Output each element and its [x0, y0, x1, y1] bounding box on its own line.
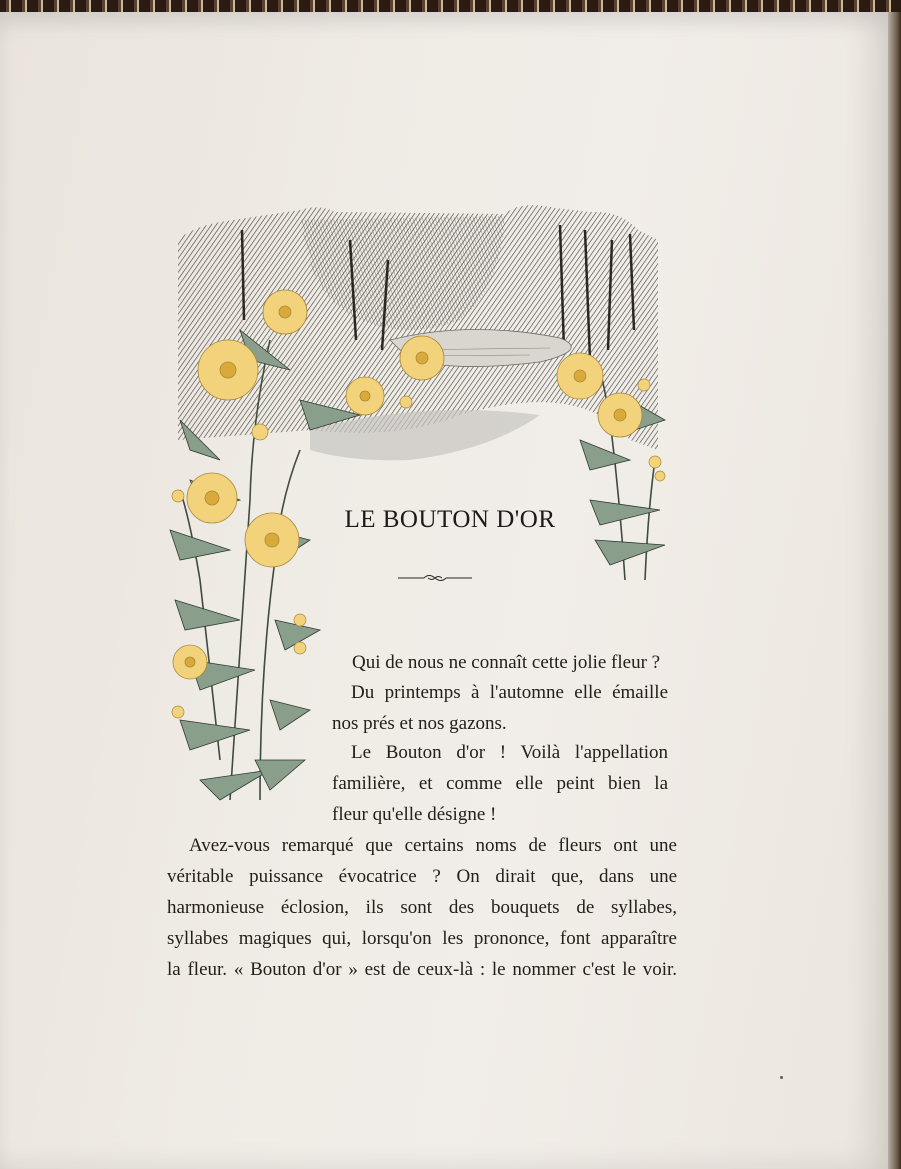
paragraph-line: véritable puissance évocatrice ? On dirait que, dans une	[167, 866, 677, 887]
chapter-title: LE BOUTON D'OR	[344, 506, 556, 533]
paragraph-line: Qui de nous ne connaît cette jolie fleur ?	[352, 652, 661, 673]
paragraph-line: Avez-vous remarqué que certains noms de fleurs ont une	[189, 835, 677, 856]
paragraph-line: fleur qu'elle désigne !	[332, 804, 497, 825]
paragraph-line: harmonieuse éclosion, ils sont des bouquets de syllabes,	[167, 897, 677, 918]
paragraph-line: Le Bouton d'or ! Voilà l'appellation	[351, 742, 668, 763]
page-edge	[888, 12, 901, 1169]
paragraph-3	[332, 737, 668, 830]
paragraph-line: Du printemps à l'automne elle émaille	[351, 682, 668, 703]
paper-speck	[780, 1076, 783, 1079]
paragraph-4	[167, 830, 677, 985]
paragraph-2	[332, 677, 668, 739]
paragraph-line: nos prés et nos gazons.	[332, 713, 507, 734]
paragraph-line: syllabes magiques qui, lorsqu'on les prononce, font apparaître	[167, 928, 677, 949]
paragraph-line: familière, et comme elle peint bien la	[332, 773, 668, 794]
paragraph-1	[352, 647, 660, 678]
title-ornament	[396, 571, 474, 585]
paragraph-line: la fleur. « Bouton d'or » est de ceux-là : le nommer c'est le voir.	[167, 959, 677, 980]
